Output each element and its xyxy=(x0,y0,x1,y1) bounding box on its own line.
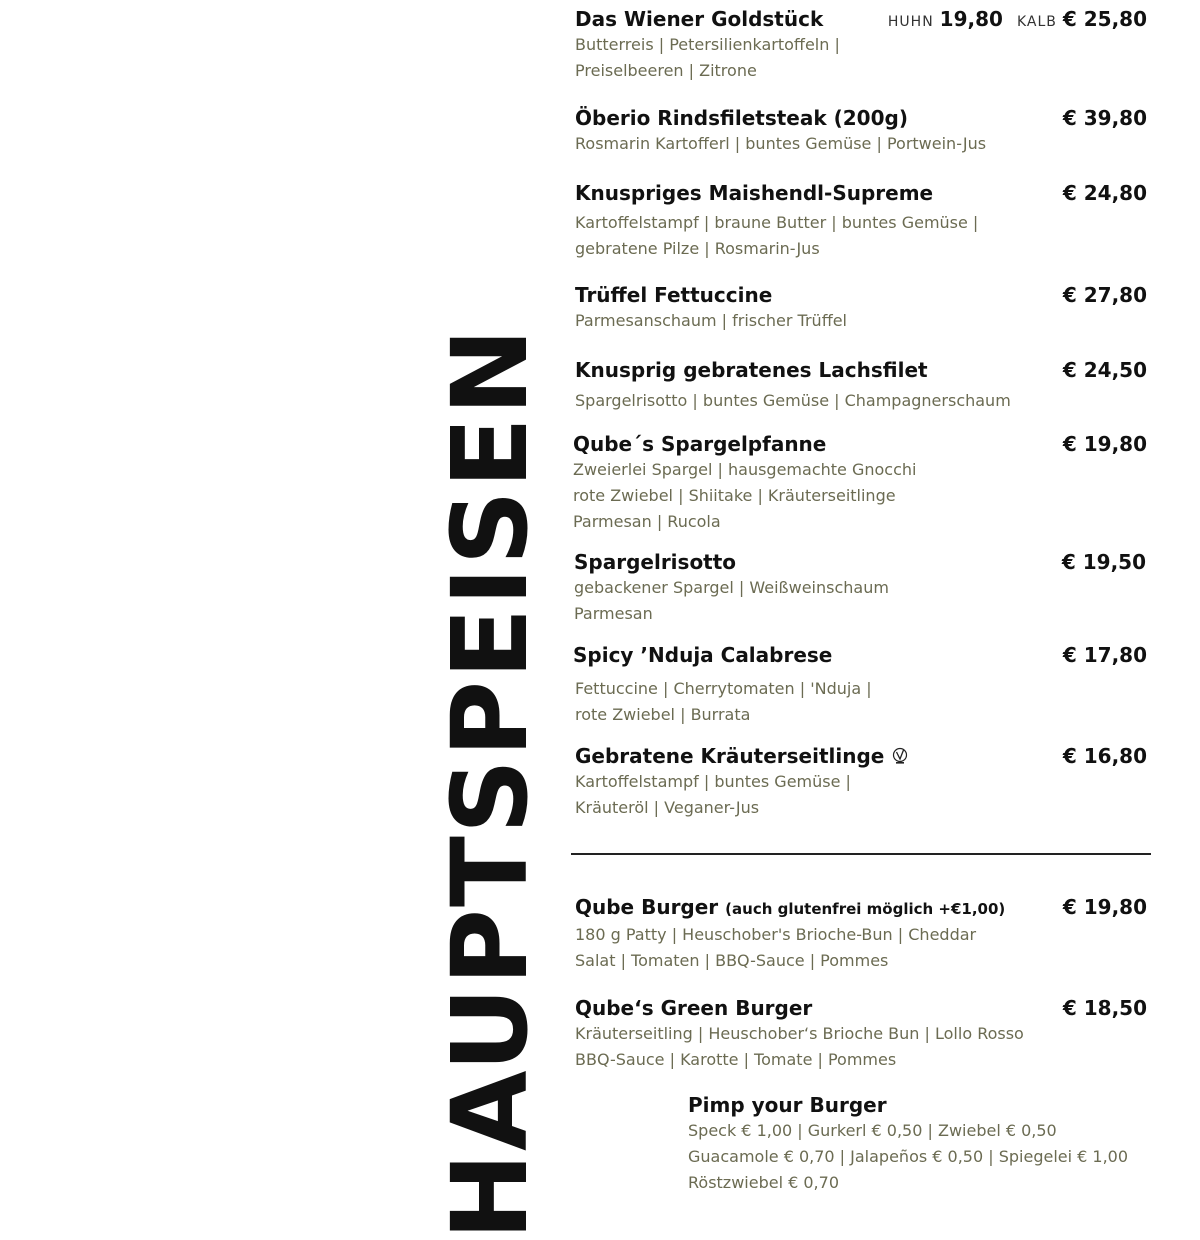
dish-description-line: gebackener Spargel | Weißweinschaum xyxy=(574,578,889,597)
dish-name: Qube´s Spargelpfanne xyxy=(573,432,827,456)
dish-description-line: Parmesan | Rucola xyxy=(573,512,721,531)
dish-description-line: Fettuccine | Cherrytomaten | 'Nduja | xyxy=(575,679,872,698)
pimp-title: Pimp your Burger xyxy=(688,1093,887,1117)
dish-description-line: rote Zwiebel | Burrata xyxy=(575,705,751,724)
pimp-line: Röstzwiebel € 0,70 xyxy=(688,1173,839,1192)
dish-description-line: Preiselbeeren | Zitrone xyxy=(575,61,757,80)
dish-note: (auch glutenfrei möglich +€1,00) xyxy=(725,900,1006,918)
vegan-leaf-icon xyxy=(892,747,908,765)
dish-description-line: 180 g Patty | Heuschober's Brioche-Bun | Cheddar xyxy=(575,925,977,944)
dish-price: € 18,50 xyxy=(1062,996,1147,1020)
dish-price: € 24,50 xyxy=(1062,358,1147,382)
pimp-line: Guacamole € 0,70 | Jalapeños € 0,50 | Spiegelei € 1,00 xyxy=(688,1147,1129,1166)
dish-description-line: rote Zwiebel | Shiitake | Kräuterseitlinge xyxy=(573,486,896,505)
dish-description-line: Salat | Tomaten | BBQ-Sauce | Pommes xyxy=(575,951,889,970)
menu-item-wiener-goldstueck xyxy=(575,6,1147,84)
dish-price: € 16,80 xyxy=(1062,744,1147,768)
menu-item-kraeuterseitlinge xyxy=(575,743,1147,821)
price-label-huhn: HUHN xyxy=(887,14,934,30)
price-kalb: € 25,80 xyxy=(1062,7,1147,31)
dish-description-line: Spargelrisotto | buntes Gemüse | Champagnerschaum xyxy=(575,391,1011,410)
dish-description-line: Kartoffelstampf | buntes Gemüse | xyxy=(575,772,851,791)
dish-price: € 19,80 xyxy=(1062,432,1147,456)
menu-item-green-burger xyxy=(575,995,1147,1073)
dish-price: € 24,80 xyxy=(1062,181,1147,205)
dish-name: Gebratene Kräuterseitlinge xyxy=(575,744,885,768)
menu-item-nduja-calabrese xyxy=(573,642,1147,728)
dish-description-line: Butterreis | Petersilienkartoffeln | xyxy=(575,35,840,54)
section-title: HAUPTSPEISEN xyxy=(429,326,551,1240)
menu-item-spargelpfanne xyxy=(573,431,1147,535)
dish-price: € 19,80 xyxy=(1062,895,1147,919)
dish-description-line: Parmesanschaum | frischer Trüffel xyxy=(575,311,847,330)
dish-description-line: Rosmarin Kartofferl | buntes Gemüse | Portwein-Jus xyxy=(575,134,987,153)
menu-item-trueffel-fettuccine xyxy=(575,282,1147,334)
menu-item-maishendl-supreme xyxy=(575,180,1147,262)
dish-price: € 27,80 xyxy=(1062,283,1147,307)
dish-description-line: Parmesan xyxy=(574,604,653,623)
pimp-line: Speck € 1,00 | Gurkerl € 0,50 | Zwiebel € 0,50 xyxy=(688,1121,1057,1140)
menu-item-qube-burger xyxy=(575,894,1147,974)
dish-description-line: Kräuteröl | Veganer-Jus xyxy=(575,798,760,817)
dish-name: Knusprig gebratenes Lachsfilet xyxy=(575,358,928,382)
dish-price xyxy=(888,6,1147,35)
dish-description-line: BBQ-Sauce | Karotte | Tomate | Pommes xyxy=(575,1050,897,1069)
dish-name: Das Wiener Goldstück xyxy=(575,7,824,31)
price-label-kalb: KALB xyxy=(1016,14,1057,30)
dish-description-line: Zweierlei Spargel | hausgemachte Gnocchi xyxy=(573,460,917,479)
dish-price: € 39,80 xyxy=(1062,106,1147,130)
menu-item-spargelrisotto xyxy=(574,549,1146,627)
pimp-your-burger xyxy=(688,1092,1128,1196)
dish-description-line: Kräuterseitling | Heuschober‘s Brioche Bun | Lollo Rosso xyxy=(575,1024,1024,1043)
dish-name-row xyxy=(575,894,1147,922)
section-divider xyxy=(571,853,1151,855)
dish-name: Spicy ’Nduja Calabrese xyxy=(573,643,833,667)
price-huhn: 19,80 xyxy=(939,7,1003,31)
dish-price: € 17,80 xyxy=(1062,643,1147,667)
dish-name: Knuspriges Maishendl-Supreme xyxy=(575,181,934,205)
dish-name: Öberio Rindsfiletsteak (200g) xyxy=(575,106,908,130)
menu-item-rindsfiletsteak xyxy=(575,105,1147,157)
dish-name: Qube‘s Green Burger xyxy=(575,996,813,1020)
dish-name: Trüffel Fettuccine xyxy=(575,283,773,307)
dish-name: Qube Burger xyxy=(575,895,719,919)
dish-description-line: gebratene Pilze | Rosmarin-Jus xyxy=(575,239,820,258)
dish-name-row xyxy=(575,743,1147,769)
dish-description-line: Kartoffelstampf | braune Butter | buntes Gemüse | xyxy=(575,213,979,232)
menu-item-lachsfilet xyxy=(575,357,1147,414)
dish-price: € 19,50 xyxy=(1061,550,1146,574)
dish-name: Spargelrisotto xyxy=(574,550,737,574)
